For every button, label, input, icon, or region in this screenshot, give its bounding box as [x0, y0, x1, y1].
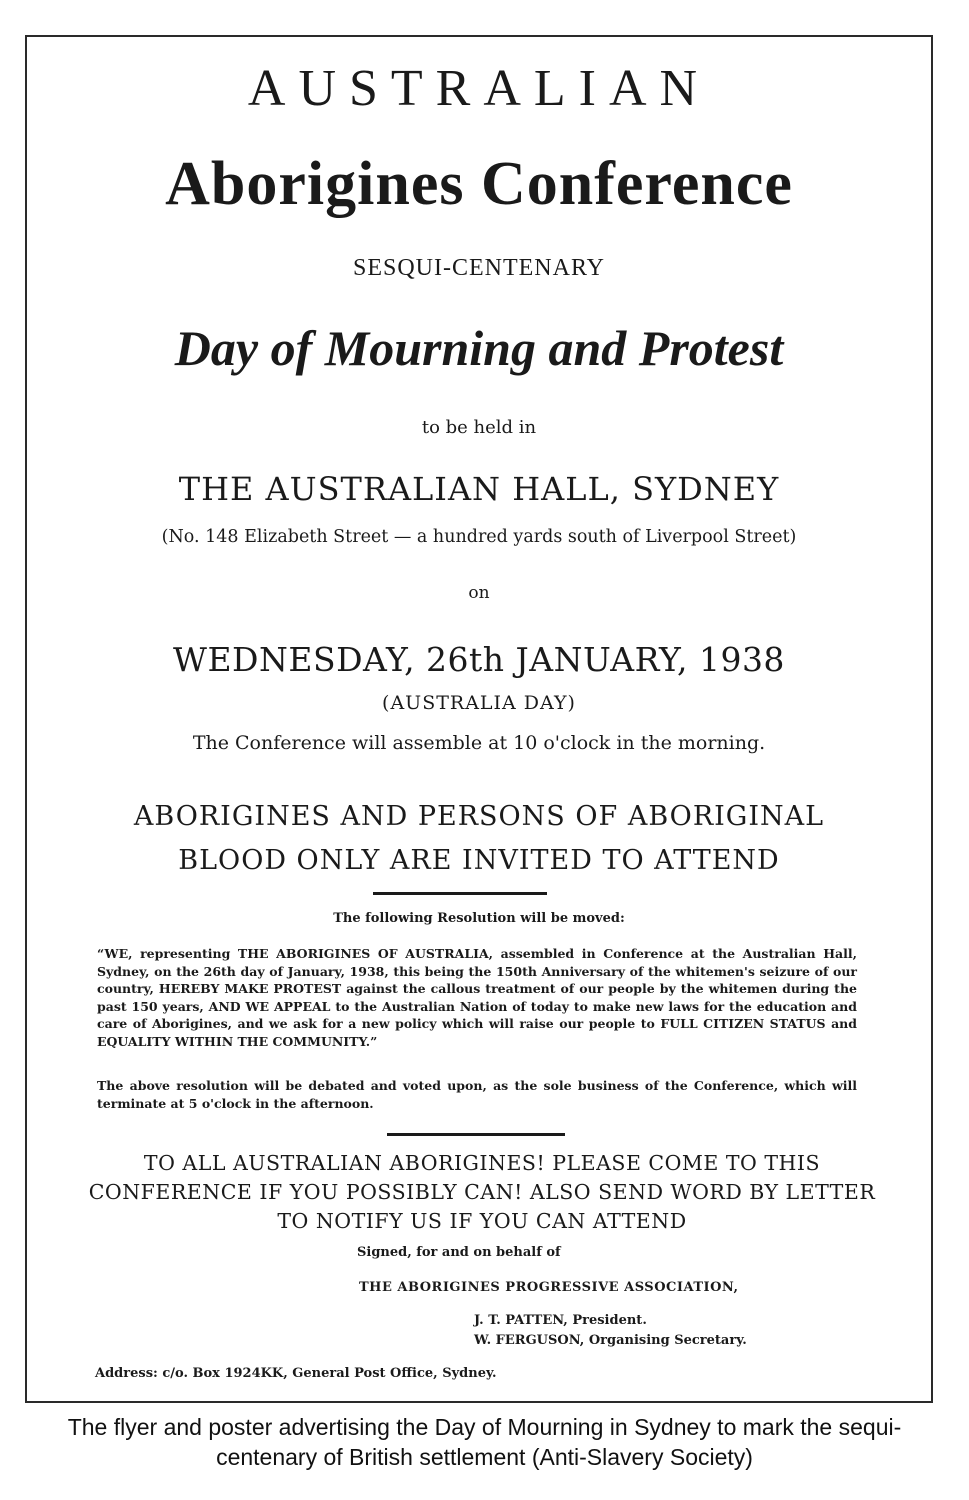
signed-text: Signed, for and on behalf of	[357, 1245, 561, 1260]
resolution-intro: The following Resolution will be moved:	[333, 911, 625, 926]
day-note: (AUSTRALIA DAY)	[382, 692, 576, 714]
divider-rule	[387, 1133, 565, 1136]
caption-line-1: The flyer and poster advertising the Day of Mourning in Sydney to mark the sequi-	[67, 1414, 902, 1440]
venue-detail: (No. 148 Elizabeth Street — a hundred yards south of Liverpool Street)	[161, 527, 797, 547]
resolution-text: “WE, representing THE ABORIGINES OF AUSTRALIA, assembled in Conference at the Australian Hall, Sydney, on the 26th day of January, 1938, this being the 150th Anniversary of the whitemen's seizure of our country, HEREBY MAKE PROTEST against the callous treatment of our people by the whitemen during the past 150 years, AND WE APPEAL to the Australian Nation of today to make new laws for the education and care of Aborigines, and we ask for a new policy which will raise our people to FULL CITIZEN STATUS and EQUALITY WITHIN THE COMMUNITY.”	[97, 946, 857, 1049]
poster	[25, 35, 933, 1403]
caption-line-2: centenary of British settlement (Anti-Slavery Society)	[216, 1444, 753, 1470]
appeal-text: TO ALL AUSTRALIAN ABORIGINES! PLEASE COME TO THIS CONFERENCE IF YOU POSSIBLY CAN! ALSO SEND WORD BY LETTER TO NOTIFY US IF YOU CAN ATTEND	[88, 1151, 876, 1233]
heading-title: Aborigines Conference	[165, 150, 793, 218]
association-name: THE ABORIGINES PROGRESSIVE ASSOCIATION,	[359, 1280, 739, 1295]
assemble-time: The Conference will assemble at 10 o'clock in the morning.	[192, 732, 766, 754]
event-title: Day of Mourning and Protest	[174, 320, 784, 376]
on-text: on	[468, 583, 490, 603]
divider-rule	[373, 892, 547, 895]
signatory-president: J. T. PATTEN, President.	[474, 1313, 647, 1328]
invite-line-1: ABORIGINES AND PERSONS OF ABORIGINAL	[133, 801, 825, 832]
invite-line-2: BLOOD ONLY ARE INVITED TO ATTEND	[178, 845, 780, 876]
caption	[0, 1412, 969, 1472]
event-date: WEDNESDAY, 26th JANUARY, 1938	[173, 640, 785, 679]
resolution-note: The above resolution will be debated and voted upon, as the sole business of the Conference, which will terminate at 5 o'clock in the afternoon.	[97, 1078, 857, 1111]
subheading: SESQUI-CENTENARY	[352, 255, 605, 281]
heading-country: AUSTRALIAN	[247, 60, 711, 117]
signatory-secretary: W. FERGUSON, Organising Secretary.	[474, 1333, 747, 1348]
address: Address: c/o. Box 1924KK, General Post Office, Sydney.	[95, 1366, 497, 1381]
venue: THE AUSTRALIAN HALL, SYDNEY	[178, 470, 780, 508]
held-in-text: to be held in	[421, 417, 537, 438]
